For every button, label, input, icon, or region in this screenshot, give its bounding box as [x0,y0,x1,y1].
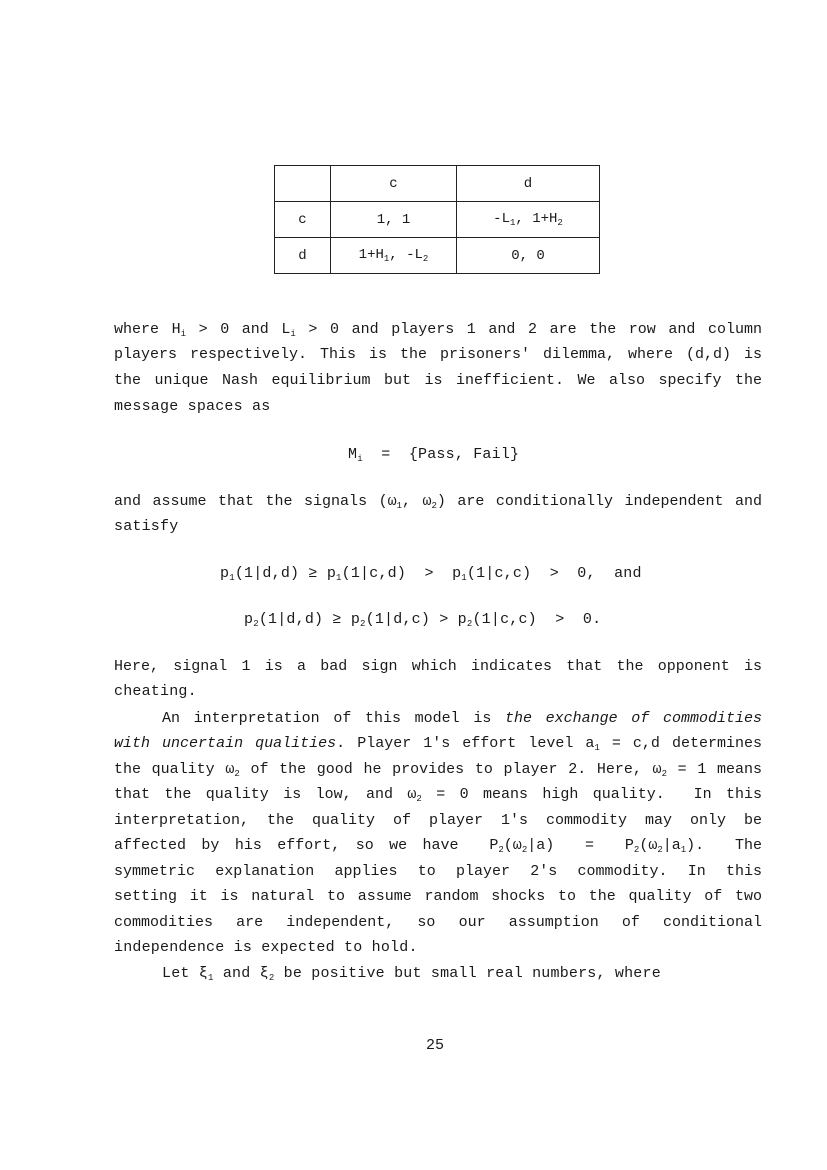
page-number: 25 [425,1037,444,1054]
para1-line3: the unique Nash equilibrium but is inefficient. We also specify the [114,372,762,389]
header-cell-empty [275,166,331,202]
para4-line9: commodities are independent, so our assumption of conditional [114,914,762,931]
inequality-player1: $p_1(1|d,d) \ge p_1(1|c,d) > p_1(1|c,c) > 0$, and [220,565,642,583]
para5-line1: Let $\xi_1$ and $\xi_2$ be positive but small real numbers, where [162,965,661,983]
para4-line1: An interpretation of this model is the exchange of commodities [162,710,762,727]
para1-line2: players respectively. This is the prisoners' dilemma, where (d,d) is [114,346,762,363]
table-row-d [275,238,600,274]
table-header-row [275,166,600,202]
para4-line5: interpretation, the quality of player 1's commodity may only be [114,812,762,829]
payoff-table [274,165,600,274]
para4-line3: the quality $\omega_2$ of the good he provides to player 2. Here, $\omega_2 = 1$ means [114,761,762,779]
para1-line1: where $H_i > 0$ and $L_i > 0$ and players 1 and 2 are the row and column [114,321,762,339]
inequality-player2: $p_2(1|d,d) \ge p_2(1|d,c) > p_2(1|c,c) > 0$. [244,611,602,629]
header-cell-d: d [457,166,600,202]
payoff-cd: $-L_1$, $1+H_2$ [457,202,600,238]
para3-line1: Here, signal 1 is a bad sign which indicates that the opponent is [114,658,762,675]
payoff-cc: 1, 1 [331,202,457,238]
message-space-equation: $M_i$ = {Pass, Fail} [348,446,520,464]
para4-line8: setting it is natural to assume random shocks to the quality of two [114,888,762,905]
para2-line1: and assume that the signals ($\omega_1$, $\omega_2$) are conditionally independent and [114,493,762,511]
para4-line10: independence is expected to hold. [114,939,418,956]
para4-line7: symmetric explanation applies to player 2's commodity. In this [114,863,762,880]
para3-line2: cheating. [114,683,197,700]
header-cell-c: c [331,166,457,202]
para1-line4: message spaces as [114,398,271,415]
payoff-dc: $1+H_1$, $-L_2$ [331,238,457,274]
payoff-dd: 0, 0 [457,238,600,274]
row-label-c: c [275,202,331,238]
para4-line6: affected by his effort, so we have $P_2(\omega_2|a) = P_2(\omega_2|a_1)$. The [114,837,762,855]
para2-line2: satisfy [114,518,179,535]
table-row-c [275,202,600,238]
row-label-d: d [275,238,331,274]
para4-line4: that the quality is low, and $\omega_2 = 0$ means high quality. In this [114,786,762,804]
para4-line2: with uncertain qualities. Player 1's effort level $a_1 = c,d$ determines [114,735,762,753]
